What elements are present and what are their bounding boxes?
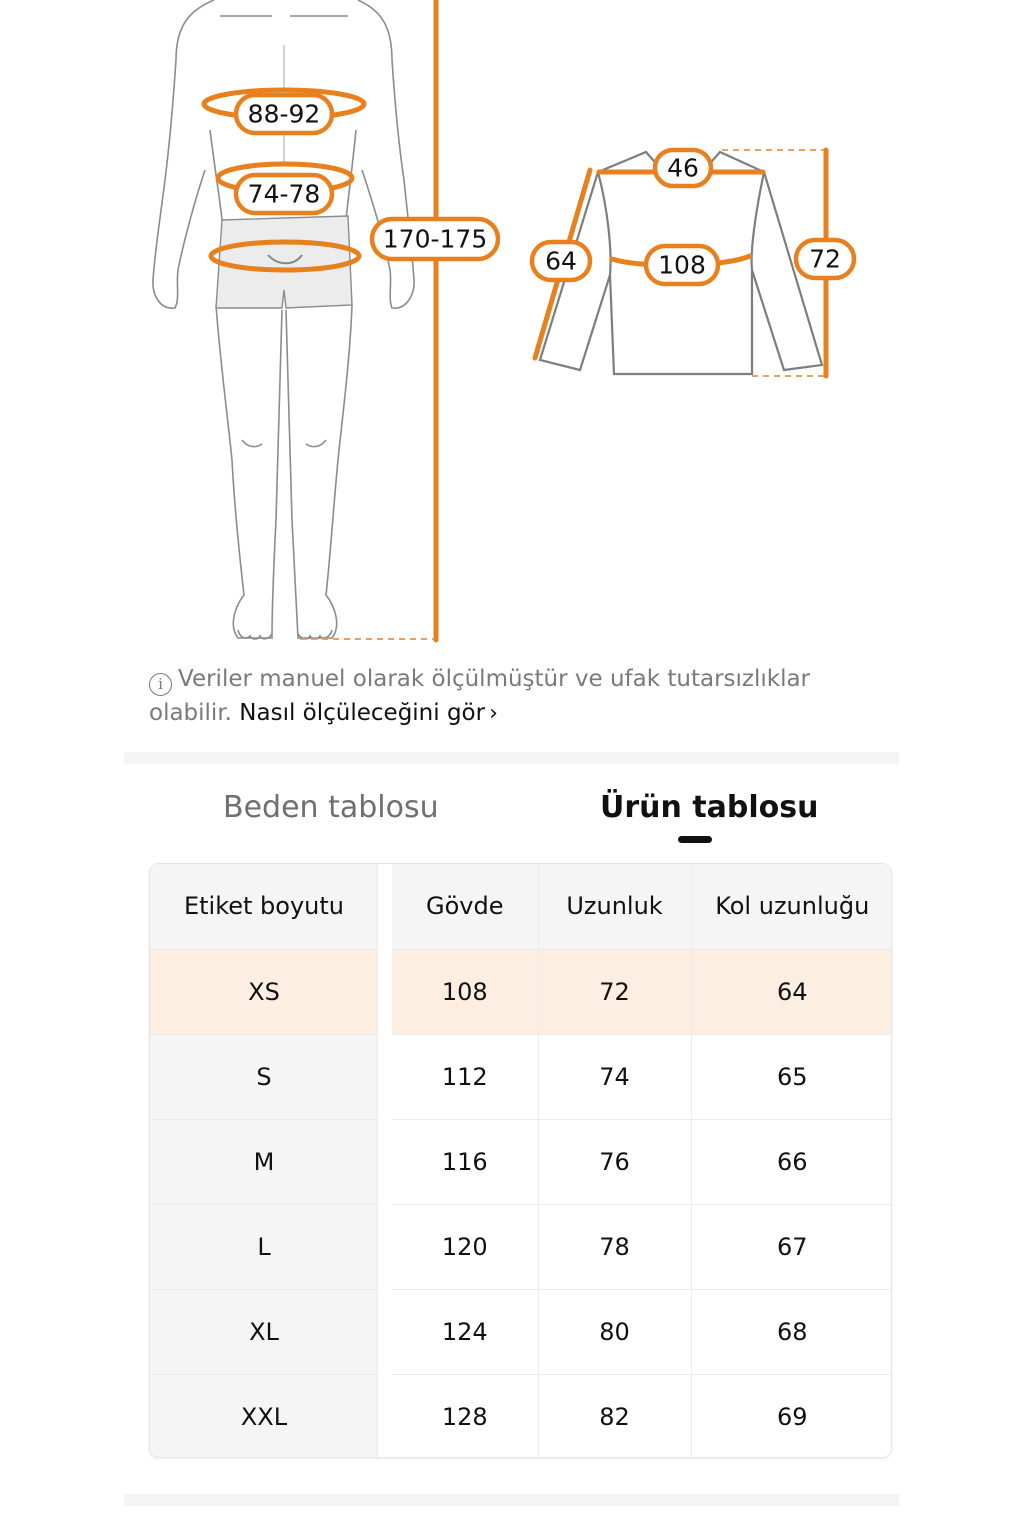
size-cell: XS [150,949,385,1034]
how-to-measure-label[interactable]: Nasıl ölçüleceğini gör [239,700,486,726]
length-cell: 80 [538,1289,691,1374]
garment-chest-measurement-label: 108 [658,250,706,280]
table-row [150,1289,892,1374]
size-cell: M [150,1119,385,1204]
tab-size-chart[interactable]: Beden tablosu [223,790,439,825]
height-measurement-label: 170-175 [382,224,488,254]
size-illustration [0,0,1024,650]
length-cell: 76 [538,1119,691,1204]
size-table [149,863,892,1458]
section-divider [124,752,899,764]
body-cell: 120 [385,1204,538,1289]
tab-product-chart[interactable]: Ürün tablosu [600,790,819,825]
info-icon: i [149,673,172,696]
column-header-label-size: Etiket boyutu [150,864,385,949]
active-tab-indicator [678,836,712,843]
length-cell: 82 [538,1374,691,1458]
table-row [150,1374,892,1458]
size-cell: XXL [150,1374,385,1458]
body-cell: 128 [385,1374,538,1458]
size-cell: XL [150,1289,385,1374]
sleeve-cell: 69 [691,1374,892,1458]
body-cell: 108 [385,949,538,1034]
shoulder-measurement-label: 46 [667,153,699,183]
table-row [150,949,892,1034]
length-cell: 74 [538,1034,691,1119]
bottom-divider [124,1494,899,1506]
sleeve-length-measurement-label: 64 [545,246,577,276]
body-figure-outline-icon [0,0,1024,650]
chest-measurement-label: 88-92 [247,99,321,129]
column-header-length: Uzunluk [538,864,691,949]
size-cell: S [150,1034,385,1119]
body-length-measurement-label: 72 [809,244,841,274]
sleeve-cell: 67 [691,1204,892,1289]
note-text: Veriler manuel olarak ölçülmüştür ve ufak tutarsızlıklar olabilir. [149,666,811,726]
how-to-measure-link[interactable] [239,700,498,726]
chevron-right-icon[interactable]: › [489,701,498,726]
waist-measurement-label: 74-78 [247,179,321,209]
table-row [150,1034,892,1119]
column-header-body: Gövde [385,864,538,949]
sleeve-cell: 65 [691,1034,892,1119]
table-tabs [124,780,899,850]
sleeve-cell: 64 [691,949,892,1034]
table-row [150,1119,892,1204]
column-header-sleeve-length: Kol uzunluğu [691,864,892,949]
sleeve-cell: 68 [691,1289,892,1374]
size-cell: L [150,1204,385,1289]
table-header-row [150,864,892,949]
sleeve-cell: 66 [691,1119,892,1204]
measurement-note [149,662,849,731]
body-cell: 116 [385,1119,538,1204]
length-cell: 72 [538,949,691,1034]
body-cell: 112 [385,1034,538,1119]
table-row [150,1204,892,1289]
body-cell: 124 [385,1289,538,1374]
length-cell: 78 [538,1204,691,1289]
